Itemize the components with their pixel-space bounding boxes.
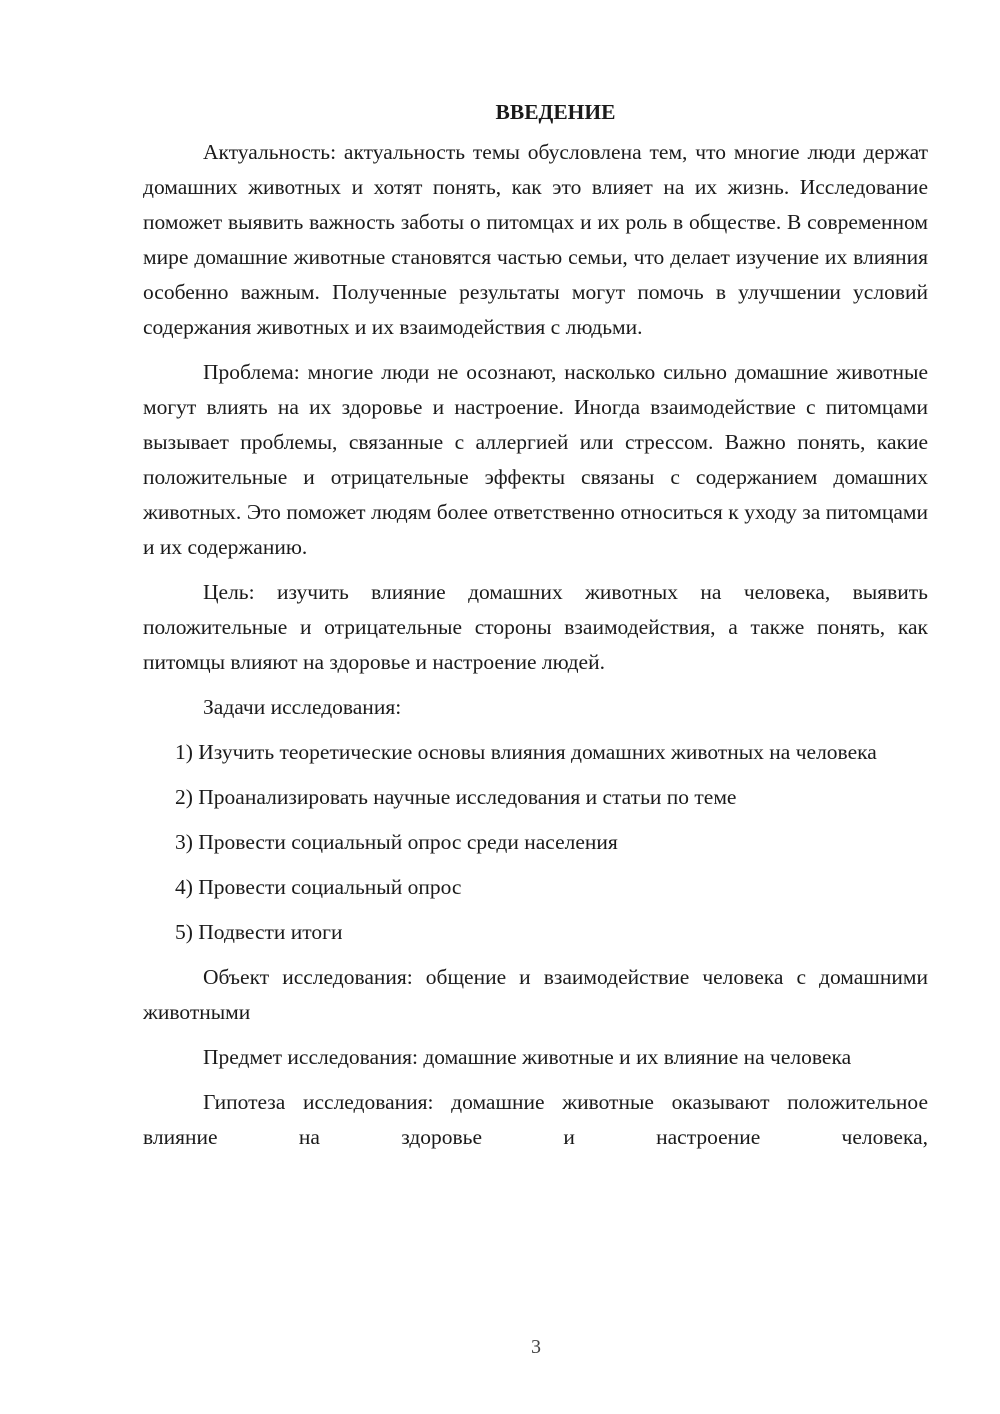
task-item: 5) Подвести итоги <box>175 920 343 944</box>
object-paragraph: Объект исследования: общение и взаимодействие человека с домашними животными <box>143 965 928 1024</box>
task-item: 4) Провести социальный опрос <box>175 875 462 899</box>
tasks-heading: Задачи исследования: <box>203 695 402 719</box>
problem-paragraph: Проблема: многие люди не осознают, насколько сильно домашние животные могут влиять на их здоровье и настроение. Иногда взаимодействие с питомцами вызывает проблемы, связанные с аллергией или стрессом. Важно понять, какие положительные и отрицательные эффекты связаны с содержанием домашних животных. Это поможет людям более ответственно относиться к уходу за питомцами и их содержанию. <box>143 360 928 559</box>
page-number: 3 <box>531 1336 541 1358</box>
task-item: 1) Изучить теоретические основы влияния домашних животных на человека <box>175 740 877 764</box>
document-page <box>143 97 928 1155</box>
task-item: 2) Проанализировать научные исследования и статьи по теме <box>175 785 737 809</box>
relevance-paragraph: Актуальность: актуальность темы обусловлена тем, что многие люди держат домашних животных и хотят понять, как это влияет на их жизнь. Исследование поможет выявить важность заботы о питомцах и их роль в обществе. В современном мире домашние животные становятся частью семьи, что делает изучение их влияния особенно важным. Полученные результаты могут помочь в улучшении условий содержания животных и их взаимодействия с людьми. <box>143 140 928 339</box>
tasks-list <box>143 735 928 950</box>
task-item: 3) Провести социальный опрос среди населения <box>175 830 618 854</box>
subject-paragraph: Предмет исследования: домашние животные и их влияние на человека <box>203 1045 852 1069</box>
hypothesis-paragraph: Гипотеза исследования: домашние животные оказывают положительное влияние на здоровье и настроение человека, <box>143 1090 928 1149</box>
document-title: ВВЕДЕНИЕ <box>495 100 616 124</box>
goal-paragraph: Цель: изучить влияние домашних животных на человека, выявить положительные и отрицательные стороны взаимодействия, а также понять, как питомцы влияют на здоровье и настроение людей. <box>143 580 928 674</box>
